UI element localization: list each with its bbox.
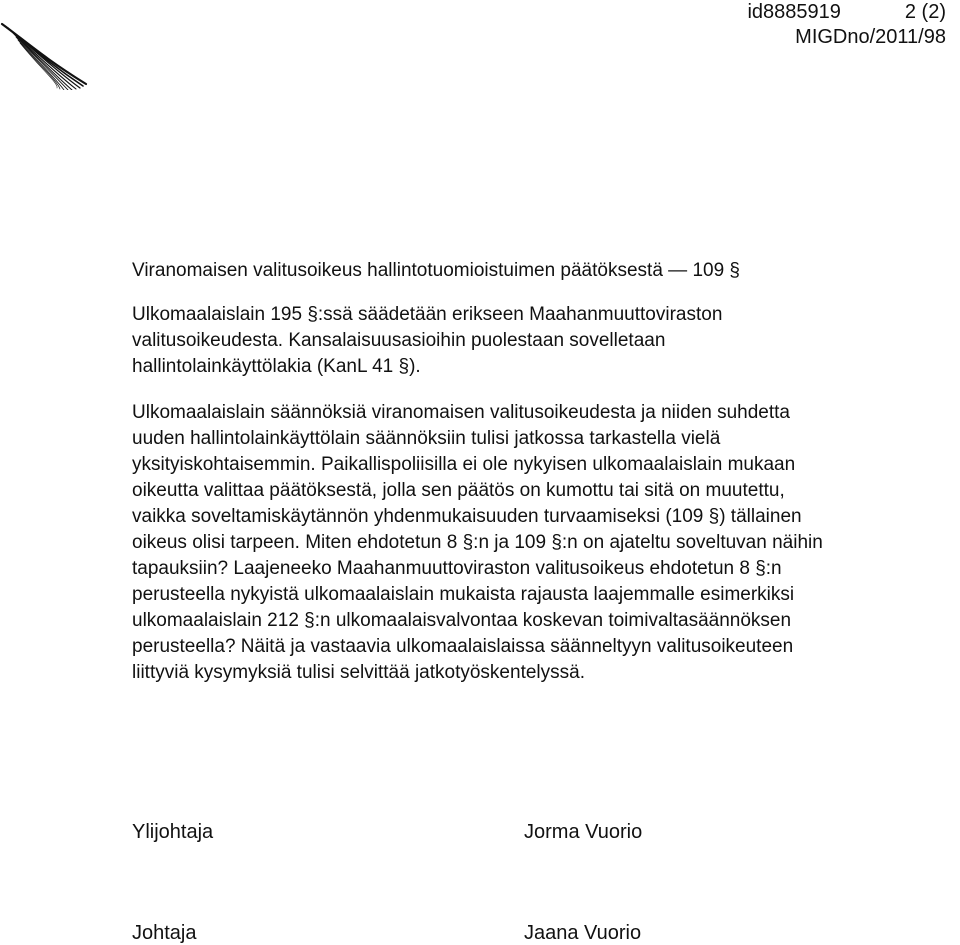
- body-line: liittyviä kysymyksiä tulisi selvittää jatkotyöskentelyssä.: [132, 662, 585, 683]
- signature-row: [132, 820, 772, 844]
- signatory-name: Jorma Vuorio: [524, 821, 643, 843]
- body-line: oikeutta valittaa päätöksestä, jolla sen päätös on kumottu tai sitä on muutettu,: [132, 480, 785, 501]
- body-line: valitusoikeudesta. Kansalaisuusasioihin puolestaan sovelletaan: [132, 330, 666, 351]
- page-number: 2 (2): [904, 1, 946, 23]
- section-heading: Viranomaisen valitusoikeus hallintotuomioistuimen päätöksestä — 109 §: [132, 260, 740, 281]
- signatory-title: Johtaja: [132, 922, 197, 944]
- body-line: vaikka soveltamiskäytännön yhdenmukaisuuden turvaamiseksi (109 §) tällainen: [132, 506, 802, 527]
- body-line: perusteella nykyistä ulkomaalaislain mukaista rajausta laajemmalle esimerkiksi: [132, 584, 795, 605]
- document-body: [132, 258, 912, 686]
- body-line: uuden hallintolainkäyttölain säännöksiin tulisi jatkossa tarkastella vielä: [132, 428, 721, 449]
- body-line: tapauksiin? Laajeneeko Maahanmuuttoviraston valitusoikeus ehdotetun 8 §:n: [132, 558, 782, 579]
- body-line: ulkomaalaislain 212 §:n ulkomaalaisvalvontaa koskevan toimivaltasäännöksen: [132, 610, 792, 631]
- body-line: hallintolainkäyttölakia (KanL 41 §).: [132, 356, 421, 377]
- document-id: id8885919: [747, 1, 841, 23]
- document-header: [686, 0, 946, 50]
- body-line: Ulkomaalaislain 195 §:ssä säädetään erikseen Maahanmuuttoviraston: [132, 304, 723, 325]
- signature-row: [132, 921, 772, 945]
- body-line: oikeus olisi tarpeen. Miten ehdotetun 8 §:n ja 109 §:n on ajateltu soveltuvan näihin: [132, 532, 823, 553]
- paragraph-spacer: [132, 380, 912, 400]
- paragraph-spacer: [132, 284, 912, 302]
- document-reference: MIGDno/2011/98: [795, 26, 946, 48]
- signatory-title: Ylijohtaja: [132, 821, 214, 843]
- feather-logo-icon: [0, 18, 92, 90]
- body-line: Ulkomaalaislain säännöksiä viranomaisen valitusoikeudesta ja niiden suhdetta: [132, 402, 790, 423]
- header-top-row: [686, 0, 946, 25]
- signatory-name: Jaana Vuorio: [524, 922, 642, 944]
- body-line: yksityiskohtaisemmin. Paikallispoliisilla ei ole nykyisen ulkomaalaislain mukaan: [132, 454, 796, 475]
- body-line: perusteella? Näitä ja vastaavia ulkomaalaislaissa säänneltyyn valitusoikeuteen: [132, 636, 794, 657]
